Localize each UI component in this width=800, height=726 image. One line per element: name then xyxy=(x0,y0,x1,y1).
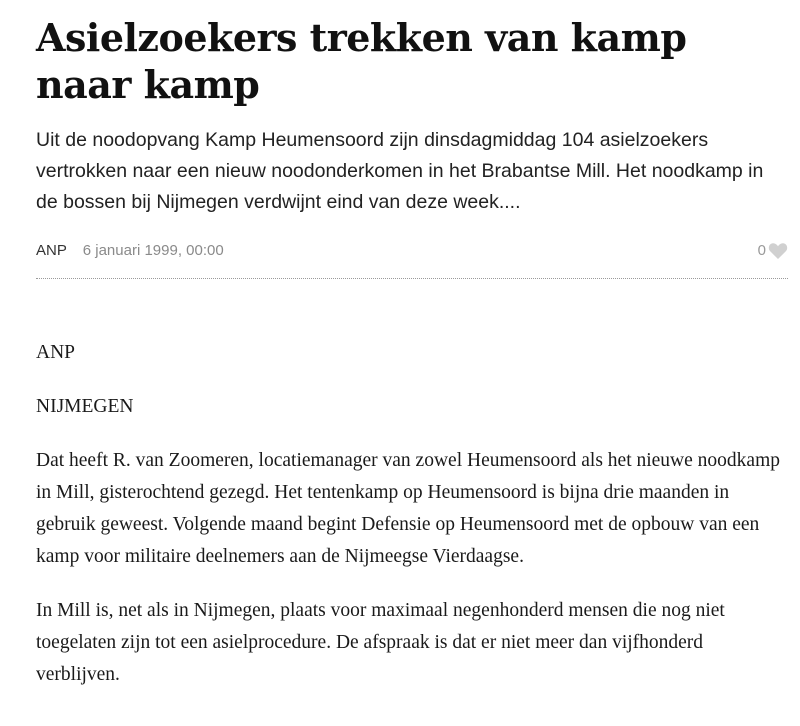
meta-divider xyxy=(36,278,788,279)
page-title: Asielzoekers trekken van kamp naar kamp xyxy=(36,15,687,107)
like-button[interactable] xyxy=(758,240,788,262)
author-name[interactable]: ANP xyxy=(36,242,67,259)
body-paragraph-source: ANP xyxy=(36,342,76,363)
like-count: 0 xyxy=(757,242,766,259)
body-paragraph: Dat heeft R. van Zoomeren, locatiemanager van zowel Heumensoord als het nieuwe noodkamp in Mill, gisterochtend gezegd. Het tentenkamp op Heumensoord is bijna drie maanden in gebruik geweest. Volgende maand begint Defensie op Heumensoord met de opbouw van een kamp voor militaire deelnemers aan de Nijmeegse Vierdaagse. xyxy=(36,450,780,567)
body-paragraph: In Mill is, net als in Nijmegen, plaats voor maximaal negenhonderd mensen die nog niet toegelaten zijn tot een asielprocedure. De afspraak is dat er niet meer dan vijfhonderd verblijven. xyxy=(36,600,725,685)
heart-icon[interactable] xyxy=(768,242,788,260)
article-body xyxy=(36,337,786,691)
article xyxy=(36,0,788,713)
publish-date: 6 januari 1999, 00:00 xyxy=(82,242,224,259)
article-lead: Uit de noodopvang Kamp Heumensoord zijn dinsdagmiddag 104 asielzoekers vertrokken naar een nieuw noodonderkomen in het Brabantse Mill. Het noodkamp in de bossen bij Nijmegen verdwijnt eind van deze week.... xyxy=(36,129,764,213)
article-meta xyxy=(36,240,788,262)
body-paragraph-dateline: NIJMEGEN xyxy=(36,396,134,417)
